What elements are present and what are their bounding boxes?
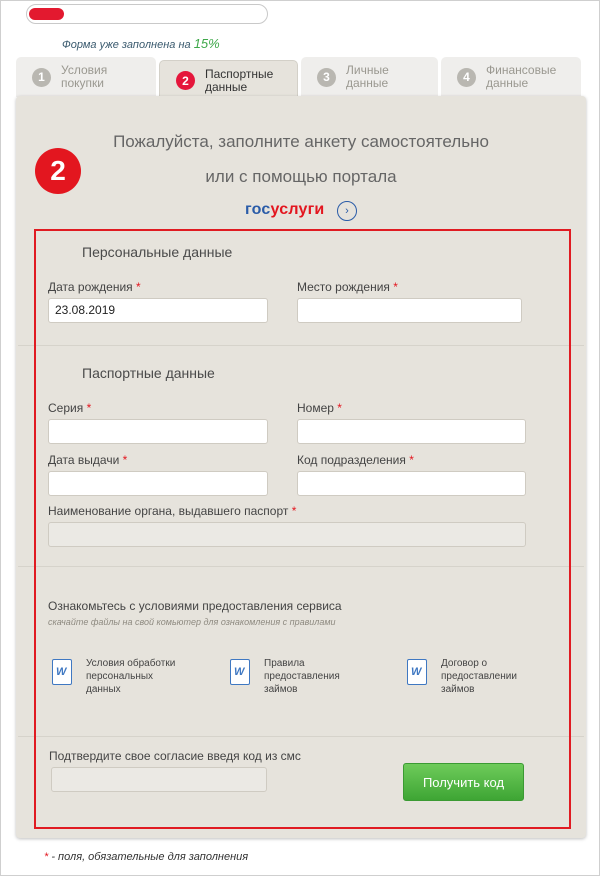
required-mark: * [86, 401, 92, 415]
terms-title: Ознакомьтесь с условиями предоставления сервиса [48, 599, 342, 613]
gosuslugi-logo[interactable] [245, 201, 324, 219]
tab-purchase-terms[interactable] [16, 57, 156, 97]
tab-label: Паспортные данные [205, 66, 274, 94]
step-badge: 2 [35, 148, 81, 194]
personal-data-title: Персональные данные [82, 244, 233, 260]
progress-fill [29, 8, 64, 20]
doc-title-line: предоставления [264, 671, 340, 682]
required-mark: * [136, 280, 141, 294]
dept-code-label-text: Код подразделения [297, 453, 406, 467]
issuer-label-text: Наименование органа, выдавшего паспорт [48, 504, 289, 518]
tab-financial-data[interactable] [441, 57, 581, 97]
doc-title-line: данных [86, 684, 121, 695]
required-mark: * [409, 453, 414, 467]
doc-title-line: предоставлении [441, 671, 517, 682]
progress-label: Форма уже заполнена на [62, 39, 191, 51]
word-doc-icon-letter: W [56, 666, 67, 678]
sms-code-label: Подтвердите свое согласие введя код из смс [49, 749, 301, 763]
issue-date-label-text: Дата выдачи [48, 453, 120, 467]
tab-passport-data[interactable] [159, 60, 298, 100]
number-label-text: Номер [297, 401, 334, 415]
terms-hint: скачайте файлы на свой комьютер для ознакомления с правилами [48, 617, 336, 627]
footnote-text: - поля, обязательные для заполнения [48, 851, 249, 863]
birth-date-label-text: Дата рождения [48, 280, 133, 294]
tab-label: Финансовые данные [486, 63, 557, 90]
get-code-button[interactable]: Получить код [403, 763, 524, 801]
required-fields-footnote [44, 851, 248, 863]
required-mark: * [291, 504, 297, 518]
progress-percent: 15% [193, 36, 220, 51]
intro-heading-line1: Пожалуйста, заполните анкету самостоятельно [113, 132, 489, 151]
progress-text [62, 36, 220, 51]
tab-number: 4 [457, 68, 476, 87]
progress-bar [26, 4, 268, 24]
required-mark: * [122, 453, 128, 467]
required-mark: * [337, 401, 342, 415]
gosuslugi-logo-part2: услуги [270, 201, 325, 218]
word-doc-icon-letter: W [234, 666, 245, 678]
tab-number: 2 [176, 71, 195, 90]
doc-title-line: займов [441, 684, 475, 695]
highlight-frame [34, 229, 571, 829]
birth-date-field[interactable]: 23.08.2019 [48, 298, 268, 323]
intro-heading-line2: или с помощью портала [205, 167, 397, 186]
tab-number: 1 [32, 68, 51, 87]
doc-title-line: Договор о [441, 658, 488, 669]
required-mark: * [393, 280, 398, 294]
gosuslugi-arrow-icon[interactable]: › [337, 201, 357, 221]
tab-personal-data[interactable] [301, 57, 438, 97]
doc-title-line: Правила [264, 658, 305, 669]
gosuslugi-logo-part1: гос [245, 201, 271, 218]
tab-number: 3 [317, 68, 336, 87]
doc-title-line: Условия обработки [86, 658, 176, 669]
series-label-text: Серия [48, 401, 84, 415]
tab-label: Условия покупки [61, 63, 108, 90]
doc-title-line: займов [264, 684, 298, 695]
passport-data-title: Паспортные данные [82, 365, 215, 381]
required-mark: * [44, 851, 49, 863]
word-doc-icon-letter: W [411, 666, 422, 678]
tab-label: Личные данные [346, 63, 389, 90]
doc-title-line: персональных [86, 671, 154, 682]
birth-place-label-text: Место рождения [297, 280, 390, 294]
